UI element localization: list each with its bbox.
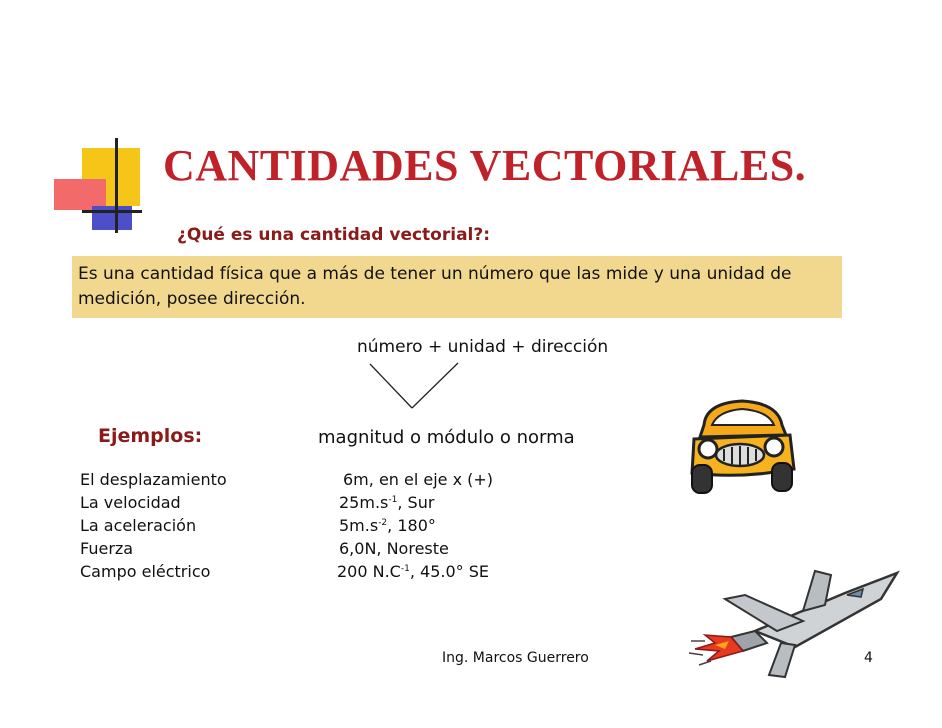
question-heading: ¿Qué es una cantidad vectorial?:	[177, 225, 491, 245]
jet-icon	[685, 565, 905, 685]
formula-text: número + unidad + dirección	[357, 337, 609, 357]
slide-title: CANTIDADES VECTORIALES.	[163, 141, 807, 190]
footer-author: Ing. Marcos Guerrero	[442, 650, 589, 666]
example-value: 6m, en el eje x (+)	[343, 470, 494, 489]
examples-label: Ejemplos:	[98, 425, 203, 447]
connector-lines	[366, 360, 466, 412]
magnitude-label: magnitud o módulo o norma	[318, 427, 575, 448]
definition-box	[72, 256, 842, 318]
example-value: $25m.s^{-1}$, Sur	[339, 493, 435, 512]
example-name: La aceleración	[80, 516, 197, 535]
example-value: 6,0N, Noreste	[339, 539, 449, 558]
car-icon	[686, 395, 798, 507]
decor-vertical-line	[115, 138, 118, 233]
example-name: El desplazamiento	[80, 470, 227, 489]
example-name: Fuerza	[80, 539, 134, 558]
example-name: Campo eléctrico	[80, 562, 211, 581]
decor-horizontal-line	[82, 210, 142, 213]
example-value: $5m.s^{-2}$, 180°	[339, 516, 436, 535]
page-number: 4	[864, 650, 873, 666]
example-name: La velocidad	[80, 493, 181, 512]
definition-text: Es una cantidad física que a más de tener un número que las mide y una unidad de medición, posee dirección.	[78, 264, 792, 309]
example-value: 200 $N.C^{-1}$, 45.0° SE	[337, 562, 489, 581]
